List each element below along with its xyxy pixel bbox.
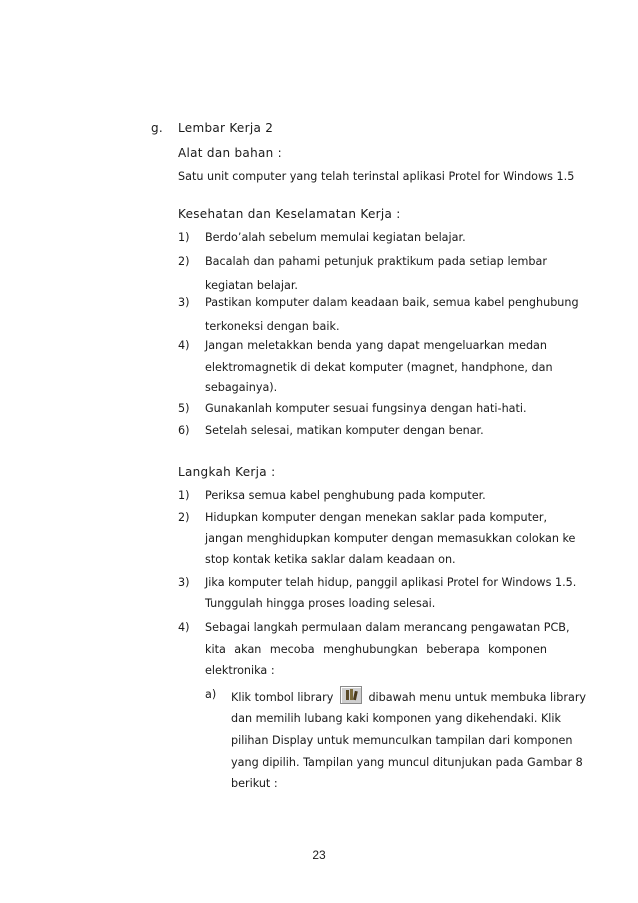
safety-item-line: Berdo’alah sebelum memulai kegiatan belajar. <box>205 231 466 244</box>
tools-heading: Alat dan bahan : <box>178 146 282 160</box>
step-item-number: 4) <box>178 621 190 634</box>
safety-item-number: 1) <box>178 231 190 244</box>
section-heading <box>151 121 273 135</box>
substep-line: yang dipilih. Tampilan yang muncul ditunjukan pada Gambar 8 <box>231 756 583 769</box>
tools-text: Satu unit computer yang telah terinstal aplikasi Protel for Windows 1.5 <box>178 170 575 183</box>
step-item-number: 3) <box>178 576 190 589</box>
section-letter: g. <box>151 121 164 135</box>
safety-item-number: 3) <box>178 296 190 309</box>
substep-line: pilihan Display untuk memunculkan tampilan dari komponen <box>231 734 573 747</box>
substep-line: berikut : <box>231 777 278 790</box>
safety-item-line: Bacalah dan pahami petunjuk praktikum pada setiap lembar <box>205 255 547 268</box>
step-item-line: jangan menghidupkan komputer dengan memasukkan colokan ke <box>205 532 576 545</box>
step-item-line: Tunggulah hingga proses loading selesai. <box>205 597 436 610</box>
section-title: Lembar Kerja 2 <box>178 121 274 135</box>
safety-item-line: elektromagnetik di dekat komputer (magnet, handphone, dan <box>205 361 553 374</box>
step-item-line: elektronika : <box>205 664 275 677</box>
substep-number: a) <box>205 688 217 701</box>
step-item-number: 1) <box>178 489 190 502</box>
step-item-line: Jika komputer telah hidup, panggil aplikasi Protel for Windows 1.5. <box>205 576 577 589</box>
substep-text-after-icon: dibawah menu untuk membuka library <box>368 691 587 704</box>
safety-item-line: terkoneksi dengan baik. <box>205 320 340 333</box>
safety-item-line: Gunakanlah komputer sesuai fungsinya dengan hati-hati. <box>205 402 527 415</box>
step-item-line: Periksa semua kabel penghubung pada komputer. <box>205 489 486 502</box>
safety-item-line: kegiatan belajar. <box>205 279 298 292</box>
safety-item-number: 4) <box>178 339 190 352</box>
step-item-line: Hidupkan komputer dengan menekan saklar pada komputer, <box>205 511 547 524</box>
step-item-line: stop kontak ketika saklar dalam keadaan on. <box>205 553 456 566</box>
substep-line: dan memilih lubang kaki komponen yang dikehendaki. Klik <box>231 712 561 725</box>
steps-heading: Langkah Kerja : <box>178 465 276 479</box>
substep-first-line <box>231 686 587 704</box>
library-icon <box>340 686 362 704</box>
step-item-line: Sebagai langkah permulaan dalam merancang pengawatan PCB, <box>205 621 570 634</box>
safety-item-line: Pastikan komputer dalam keadaan baik, semua kabel penghubung <box>205 296 579 309</box>
safety-item-line: Setelah selesai, matikan komputer dengan benar. <box>205 424 484 437</box>
safety-item-number: 6) <box>178 424 190 437</box>
safety-item-line: sebagainya). <box>205 381 278 394</box>
safety-item-number: 2) <box>178 255 190 268</box>
page-number: 23 <box>312 848 326 862</box>
safety-item-line: Jangan meletakkan benda yang dapat mengeluarkan medan <box>205 339 547 352</box>
safety-item-number: 5) <box>178 402 190 415</box>
step-item-line: kita akan mecoba menghubungkan beberapa komponen <box>205 643 547 656</box>
substep-text-before-icon: Klik tombol library <box>231 691 334 704</box>
safety-heading: Kesehatan dan Keselamatan Kerja : <box>178 207 401 221</box>
step-item-number: 2) <box>178 511 190 524</box>
